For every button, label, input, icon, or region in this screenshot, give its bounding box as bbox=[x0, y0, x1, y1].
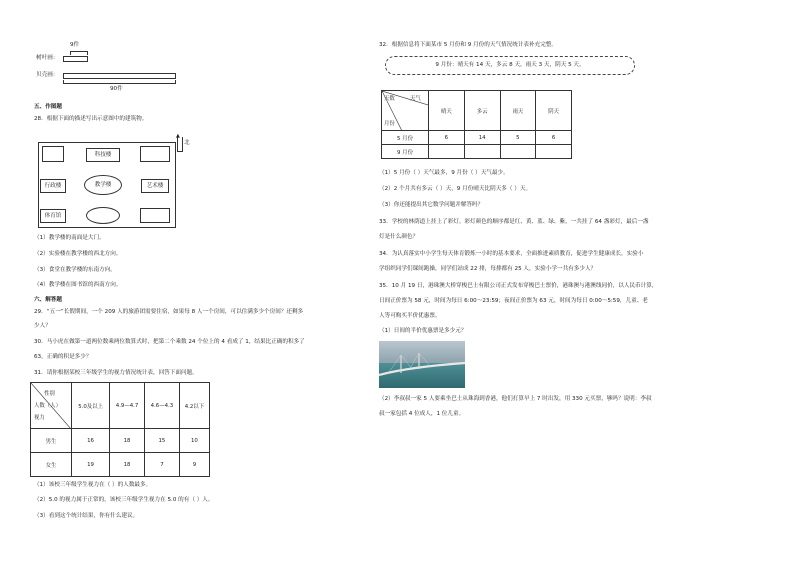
vision-table bbox=[30, 382, 210, 477]
building-ne-blank bbox=[140, 146, 170, 162]
weather-table: 天数 天气 月份 晴天 多云 雨天 阴天 5 月份 6 14 5 6 9 月份 bbox=[381, 90, 572, 159]
q29-line1: 29．“五一”长假期间，一个 209 人的旅游团需要住宿，如果每 8 人一个房间，可以住满多少个房间？还剩多 bbox=[34, 309, 304, 315]
building-tiyu: 体育馆 bbox=[40, 209, 66, 223]
section5-title: 五、作图题 bbox=[34, 104, 62, 110]
q35-line1: 35．10 月 19 日，港珠澳大桥穿梭巴士有限公司正式发布穿梭巴士票价，港珠澳与港澳线同价，以人民币计算， bbox=[379, 283, 658, 289]
info-cloud bbox=[385, 56, 635, 75]
weather-table-corner: 天数 天气 月份 bbox=[382, 91, 429, 131]
bar-row1-label: 树叶画： bbox=[36, 55, 59, 61]
q32-sub3: （3）你还能提出其它数学问题并解答吗？ bbox=[379, 202, 484, 208]
section6-title: 六、解答题 bbox=[34, 297, 62, 303]
leaf-bar bbox=[63, 56, 88, 62]
q30-line1: 30．马小虎在做第一道两位数乘两位数算式时，把第二个乘数 24 个位上的 4 看成了 1，结果比正确的积多了 bbox=[34, 339, 305, 345]
note-4: （4）教学楼在图书馆的西南方向。 bbox=[34, 282, 122, 288]
q32-sub1: （1）5 月份（ ）天气最多，9 月份（ ）天气最少。 bbox=[379, 170, 509, 176]
table-row: 5 月份 6 14 5 6 bbox=[382, 131, 572, 145]
bar-row2-label: 贝壳画： bbox=[36, 72, 59, 78]
shell-bar bbox=[63, 73, 176, 79]
vision-header: 4.6—4.3 bbox=[144, 383, 179, 429]
q33-line1: 33．学校的林荫道上挂上了彩灯。彩灯颜色的顺序都是红、黄、蓝、绿、紫，一共挂了 64 盏彩灯，最后一盏 bbox=[379, 219, 649, 225]
building-se-blank bbox=[140, 208, 170, 223]
q31-text: 31．请你根据某校三年级学生的视力情况统计表，回答下面问题。 bbox=[34, 370, 198, 376]
table-row: 9 月份 bbox=[382, 145, 572, 159]
q35-line2: 日间正价票为 58 元，时间为每日 6:00～23:59；夜间正价票为 63 元，时间为每日 0:00～5:59，儿童、老 bbox=[379, 298, 648, 304]
bridge-photo bbox=[379, 341, 465, 388]
q34-line1: 34．为认真落实中小学生每天体育锻炼一小时的基本要求，全面推进素质教育，促进学生健康成长，实验小 bbox=[379, 251, 644, 257]
building-keji: 科技楼 bbox=[86, 148, 120, 162]
cloud-text: 9 月份：晴天有 14 天，多云 8 天，雨天 3 天，阴天 5 天。 bbox=[435, 62, 585, 68]
building-xingzheng: 行政楼 bbox=[40, 179, 66, 193]
q30-line2: 63。正确的积是多少？ bbox=[34, 354, 92, 360]
note-2: （2）实验楼在教学楼的西北方向。 bbox=[34, 251, 122, 257]
q31-sub2: （2）5.0 的视力属于正常的，该校三年级学生视力在 5.0 的有（ ）人。 bbox=[34, 497, 214, 503]
north-label: 北 bbox=[184, 140, 190, 146]
q35-line3: 人等可购买半价优惠票。 bbox=[379, 313, 441, 319]
q31-sub3: （3）看到这个统计结果，你有什么建议。 bbox=[34, 513, 139, 519]
table-row: 男生 16 18 15 10 bbox=[31, 429, 210, 453]
building-gate-blank bbox=[86, 207, 120, 224]
bar-bottom-label: 90件 bbox=[110, 86, 123, 92]
q29-line2: 少人？ bbox=[34, 323, 51, 329]
bar-top-label: 9件 bbox=[70, 42, 80, 48]
vision-header: 5.0及以上 bbox=[72, 383, 110, 429]
building-yishu: 艺术楼 bbox=[141, 179, 169, 193]
vision-table-corner: 性别 人数（人） 视力 bbox=[31, 383, 72, 429]
note-1: （1）教学楼的南面是大门。 bbox=[34, 235, 105, 241]
bar-top-brace bbox=[70, 51, 88, 55]
vision-header: 4.9—4.7 bbox=[110, 383, 145, 429]
bar-bottom-brace bbox=[63, 80, 176, 84]
q28-text: 28．根据下面的描述写出示意图中的建筑物。 bbox=[34, 116, 148, 122]
q33-line2: 灯是什么颜色？ bbox=[379, 234, 419, 240]
q31-sub1: （1）该校三年级学生视力在（ ）的人数最多。 bbox=[34, 482, 152, 488]
q32-text: 32．根据信息将下面某市 5 月份和 9 月份的天气情况统计表补充完整。 bbox=[379, 42, 557, 48]
note-3: （3）食堂在教学楼的东南方向。 bbox=[34, 267, 116, 273]
q35-sub1: （1）日间的半价优惠票是多少元？ bbox=[379, 328, 467, 334]
q35-sub2-line2: 叔一家包括 4 位成人，1 位儿童。 bbox=[379, 411, 465, 417]
table-row: 女生 19 18 7 9 bbox=[31, 453, 210, 477]
q34-line2: 学组织同学们课间跑操，同学们站成 22 排，每排都有 25 人，实验小学一共有多少人？ bbox=[379, 266, 597, 272]
q32-sub2: （2）2 个月共有多云（ ）天，9 月份晴天比阴天多（ ）天。 bbox=[379, 186, 532, 192]
vision-header: 4.2以下 bbox=[179, 383, 209, 429]
building-nw-blank bbox=[42, 146, 64, 162]
building-jiaoxue: 教学楼 bbox=[84, 175, 122, 195]
q35-sub2-line1: （2）李叔叔一家 5 人要乘坐巴士从珠海到香港，他们打算早上 7 时出发，用 330 元买票，够吗？说明：李叔 bbox=[379, 396, 652, 402]
